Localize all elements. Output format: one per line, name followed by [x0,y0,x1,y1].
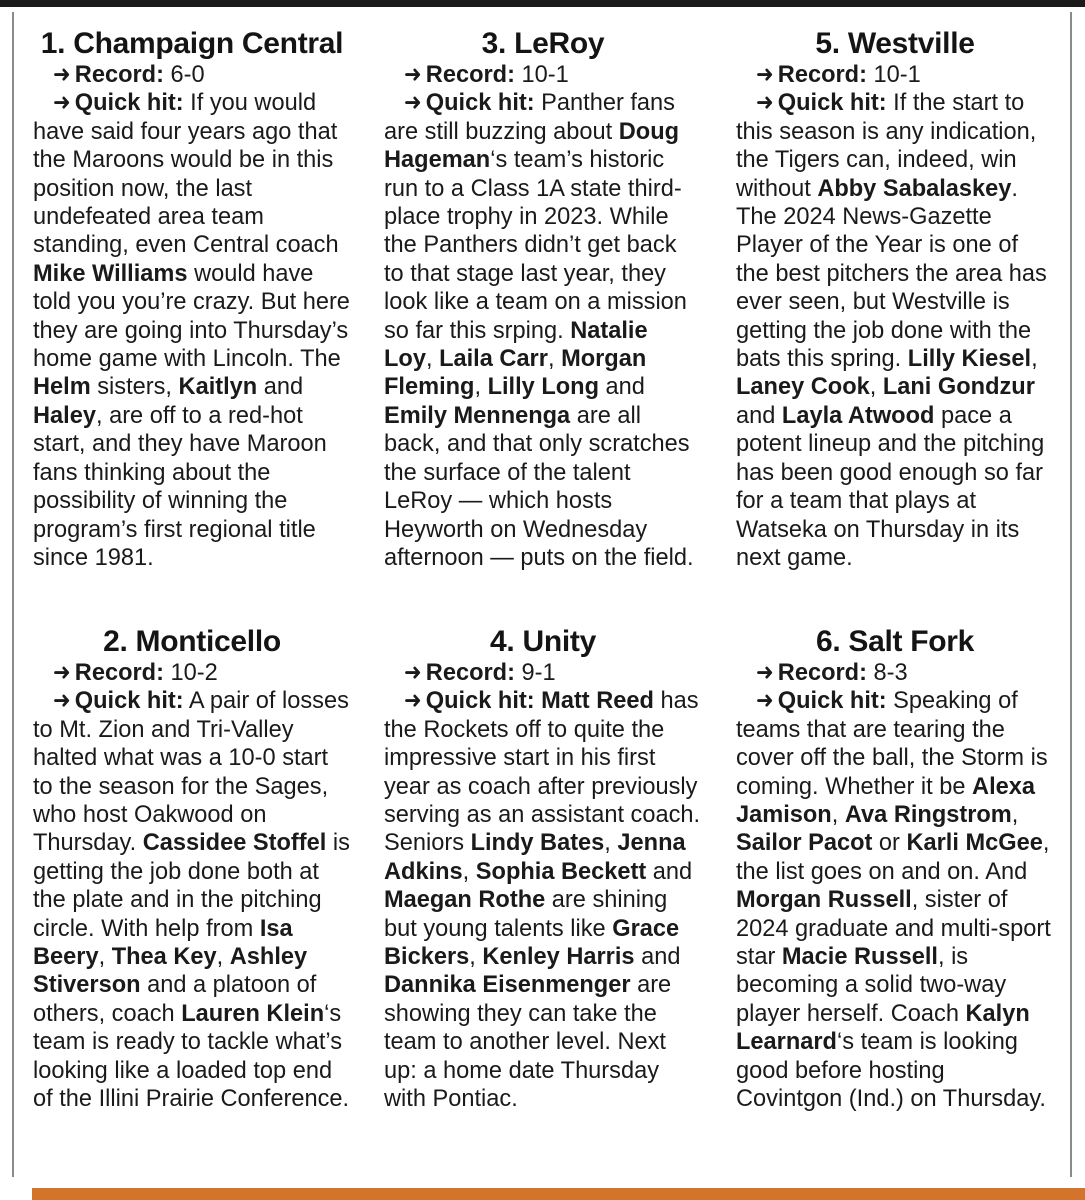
team-entry-leroy [384,28,702,572]
player-name: Sophia Beckett [475,858,647,885]
record-line [33,61,351,89]
quick-hit-paragraph [384,89,702,572]
record-label: Record: [74,62,164,88]
record-label: Record: [74,660,164,686]
bottom-accent-bar [32,1188,1085,1200]
player-name: Lauren Klein [181,1000,325,1027]
team-entry-unity [384,626,702,1114]
record-value: 8-3 [873,660,908,686]
player-name: Ava Ringstrom [844,802,1012,829]
player-name: Doug Hageman [384,118,680,174]
team-entry-monticello [33,626,351,1114]
quick-hit-text: Matt Reed has the Rockets off to quite the impressive start in his first year as coach after previously serving as an assistant coach. Seniors Lindy Bates, Jenna Adkins, Sophia Beckett and Maegan Rothe are shining but young talents like Grace Bickers, Kenley Harris and Dannika Eisenmenger are showing they can take the team to another level. Next up: a home date Thursday with Pontiac. [384,688,701,1113]
player-name: Matt Reed [541,688,654,715]
right-column-rule [1070,12,1072,1177]
player-name: Haley [33,402,96,429]
team-heading: 4. Unity [490,625,596,658]
quick-hit-paragraph [736,89,1054,572]
record-label: Record: [777,660,867,686]
record-label: Record: [425,62,515,88]
arrow-right-icon: ➜ [756,90,774,117]
arrow-right-icon: ➜ [404,90,422,117]
quick-hit-text: Speaking of teams that are tearing the cover off the ball, the Storm is coming. Whether it be Alexa Jamison, Ava Ringstrom, Sailor Pacot or Karli McGee, the list goes on and on. And Morgan Russell, sister of 2024 graduate and multi-sport star Macie Russell, is becoming a solid two-way player herself. Coach Kalyn Learnard‘s team is looking good before hosting Covintgon (Ind.) on Thursday. [736,688,1051,1113]
player-name: Cassidee Stoffel [142,830,327,857]
team-entry-westville [736,28,1054,572]
quick-hit-text: If you would have said four years ago that the Maroons would be in this position now, the last undefeated area team standing, even Central coach Mike Williams would have told you you’re crazy. But here they are going into Thursday’s home game with Lincoln. The Helm sisters, Kaitlyn and Haley, are off to a red-hot start, and they have Maroon fans thinking about the possibility of winning the program’s first regional title since 1981. [33,90,350,571]
arrow-right-icon: ➜ [53,688,71,715]
player-name: Morgan Russell [736,887,912,914]
player-name: Laney Cook [736,374,870,401]
left-column-rule [12,12,14,1177]
team-heading: 1. Champaign Central [40,27,344,60]
arrow-right-icon: ➜ [53,90,71,117]
player-name: Thea Key [111,944,217,971]
quick-hit-text: If the start to this season is any indication, the Tigers can, indeed, win without Abby Sabalaskey. The 2024 News-Gazette Player of the Year is one of the best pitchers the area has ever seen, but Westville is getting the job done with the bats this spring. Lilly Kiesel, Laney Cook, Lani Gondzur and Layla Atwood pace a potent lineup and the pitching has been good enough so far for a team that plays at Watseka on Thursday in its next game. [736,90,1047,571]
quick-hit-label: Quick hit: [425,90,535,117]
record-value: 10-1 [521,62,569,88]
player-name: Natalie Loy [384,317,648,373]
record-label: Record: [425,660,515,686]
top-border [0,0,1085,7]
quick-hit-paragraph [33,89,351,572]
player-name: Alexa Jamison [736,773,1036,829]
record-value: 10-1 [873,62,921,88]
quick-hit-paragraph [33,687,351,1113]
player-name: Grace Bickers [384,915,680,971]
player-name: Lilly Long [487,374,599,401]
arrow-right-icon: ➜ [756,62,774,88]
player-name: Isa Beery [33,915,293,971]
team-heading: 6. Salt Fork [815,625,975,658]
player-name: Laila Carr [439,346,548,373]
arrow-right-icon: ➜ [756,688,774,715]
arrow-right-icon: ➜ [53,62,71,88]
player-name: Karli McGee [906,830,1043,857]
player-name: Lani Gondzur [882,374,1035,401]
record-value: 6-0 [170,62,205,88]
player-name: Dannika Eisenmenger [384,972,631,999]
team-entry-salt-fork [736,626,1054,1114]
player-name: Sailor Pacot [736,830,873,857]
team-heading: 3. LeRoy [481,27,605,60]
quick-hit-label: Quick hit: [777,90,887,117]
player-name: Kaitlyn [178,374,258,401]
quick-hit-label: Quick hit: [777,688,887,715]
player-name: Lilly Kiesel [907,346,1032,373]
player-name: Lindy Bates [470,830,605,857]
arrow-right-icon: ➜ [404,660,422,686]
player-name: Jenna Adkins [384,830,686,885]
record-line [736,61,1054,89]
player-name: Helm [33,374,91,401]
record-line [384,659,702,687]
player-name: Layla Atwood [781,402,935,429]
quick-hit-label: Quick hit: [74,688,184,715]
player-name: Emily Mennenga [384,402,571,429]
team-heading: 5. Westville [815,27,975,60]
quick-hit-paragraph [736,687,1054,1113]
record-value: 9-1 [521,660,556,686]
player-name: Ashley Stiverson [33,944,308,999]
record-line [33,659,351,687]
player-name: Kalyn Learnard [736,1000,1030,1056]
quick-hit-text: Panther fans are still buzzing about Doug Hageman‘s team’s historic run to a Class 1A state third-place trophy in 2023. While the Panthers didn’t get back to that stage last year, they look like a team on a mission so far this srping. Natalie Loy, Laila Carr, Morgan Fleming, Lilly Long and Emily Mennenga are all back, and that only scratches the surface of the talent LeRoy — which hosts Heyworth on Wednesday afternoon — puts on the field. [384,90,694,571]
player-name: Maegan Rothe [384,887,546,914]
player-name: Macie Russell [781,944,938,971]
player-name: Abby Sabalaskey [817,175,1012,202]
quick-hit-label: Quick hit: [74,90,184,117]
arrow-right-icon: ➜ [53,660,71,686]
record-line [384,61,702,89]
arrow-right-icon: ➜ [404,62,422,88]
player-name: Mike Williams [33,260,188,287]
team-heading: 2. Monticello [103,625,281,658]
arrow-right-icon: ➜ [404,688,422,715]
record-value: 10-2 [170,660,218,686]
player-name: Morgan Fleming [384,346,647,401]
quick-hit-label: Quick hit: [425,688,535,715]
record-line [736,659,1054,687]
arrow-right-icon: ➜ [756,660,774,686]
player-name: Kenley Harris [482,944,635,971]
team-entry-champaign-central [33,28,351,572]
quick-hit-text: A pair of losses to Mt. Zion and Tri-Valley halted what was a 10-0 start to the season for the Sages, who host Oakwood on Thursday. Cassidee Stoffel is getting the job done both at the plate and in the pitching circle. With help from Isa Beery, Thea Key, Ashley Stiverson and a platoon of others, coach Lauren Klein‘s team is ready to tackle what’s looking like a loaded top end of the Illini Prairie Conference. [33,688,350,1113]
record-label: Record: [777,62,867,88]
quick-hit-paragraph [384,687,702,1113]
